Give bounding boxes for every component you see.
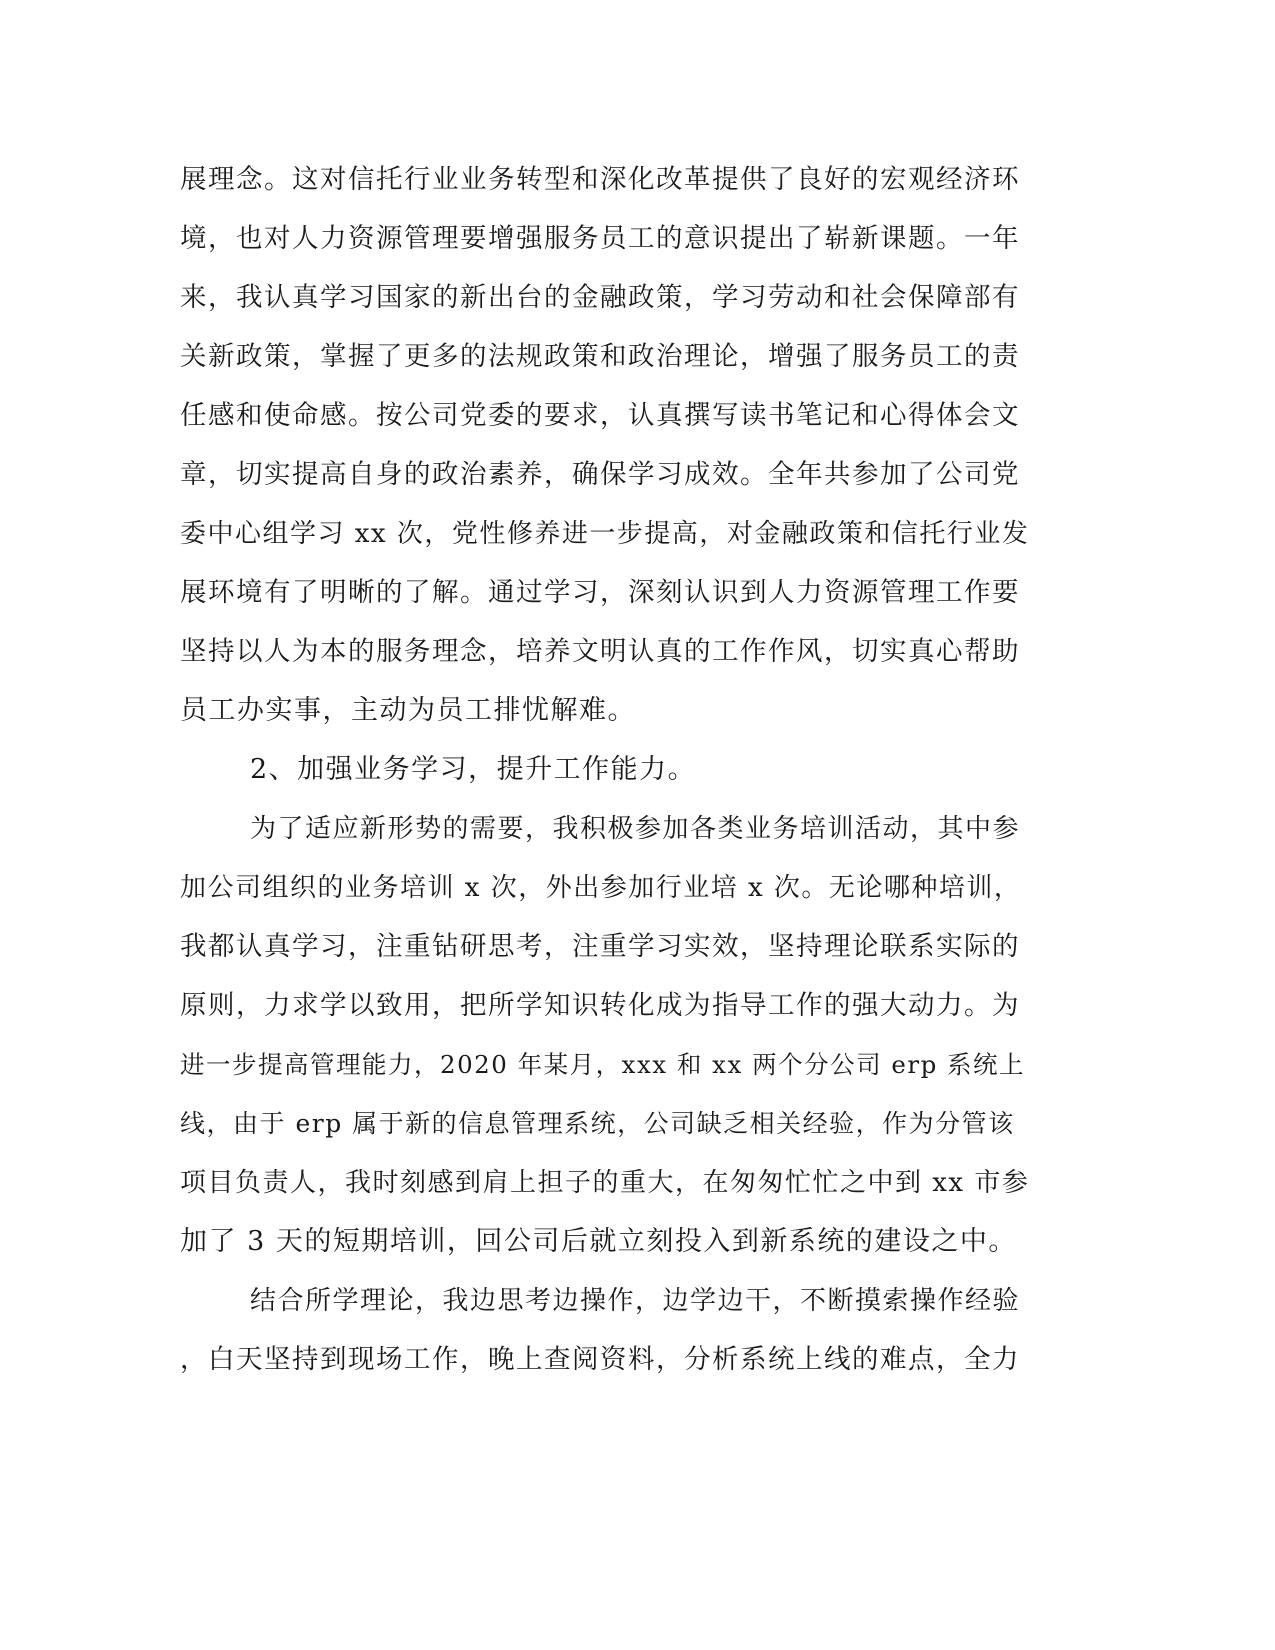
- text-line: 关新政策，掌握了更多的法规政策和政治理论，增强了服务员工的责: [180, 341, 1020, 372]
- text-line: 委中心组学习 xx 次，党性修养进一步提高，对金融政策和信托行业发: [180, 519, 1030, 549]
- text-line: 员工办实事，主动为员工排忧解难。: [180, 695, 636, 726]
- text-line: 来，我认真学习国家的新出台的金融政策，学习劳动和社会保障部有: [180, 282, 1020, 313]
- text-line: 加了 3 天的短期培训，回公司后就立刻投入到新系统的建设之中。: [180, 1226, 1017, 1257]
- text-line: 境，也对人力资源管理要增强服务员工的意识提出了崭新课题。一年: [180, 223, 1020, 254]
- text-line: 进一步提高管理能力，2020 年某月，xxx 和 xx 两个分公司 erp 系统上: [180, 1050, 1026, 1079]
- text-line: 展环境有了明晰的了解。通过学习，深刻认识到人力资源管理工作要: [180, 577, 1020, 608]
- text-line: 为了适应新形势的需要，我积极参加各类业务培训活动，其中参: [250, 814, 1021, 844]
- section-heading: 2、加强业务学习，提升工作能力。: [250, 754, 697, 785]
- text-line: ，白天坚持到现场工作，晚上查阅资料，分析系统上线的难点，全力: [180, 1344, 1020, 1375]
- text-line: 展理念。这对信托行业业务转型和深化改革提供了良好的宏观经济环: [180, 164, 1020, 195]
- text-line: 原则，力求学以致用，把所学知识转化成为指导工作的强大动力。为: [180, 990, 1020, 1021]
- text-line: 坚持以人为本的服务理念，培养文明认真的工作作风，切实真心帮助: [180, 636, 1020, 667]
- text-line: 我都认真学习，注重钻研思考，注重学习实效，坚持理论联系实际的: [180, 931, 1020, 962]
- text-line: 加公司组织的业务培训 x 次，外出参加行业培 x 次。无论哪种培训，: [180, 873, 1022, 903]
- text-line: 章，切实提高自身的政治素养，确保学习成效。全年共参加了公司党: [180, 459, 1020, 490]
- text-line: 结合所学理论，我边思考边操作，边学边干，不断摸索操作经验: [250, 1286, 1021, 1316]
- text-line: 任感和使命感。按公司党委的要求，认真撰写读书笔记和心得体会文: [180, 400, 1020, 431]
- text-line: 线，由于 erp 属于新的信息管理系统，公司缺乏相关经验，作为分管该: [180, 1109, 1015, 1138]
- text-line: 项目负责人，我时刻感到肩上担子的重大，在匆匆忙忙之中到 xx 市参: [180, 1168, 1030, 1198]
